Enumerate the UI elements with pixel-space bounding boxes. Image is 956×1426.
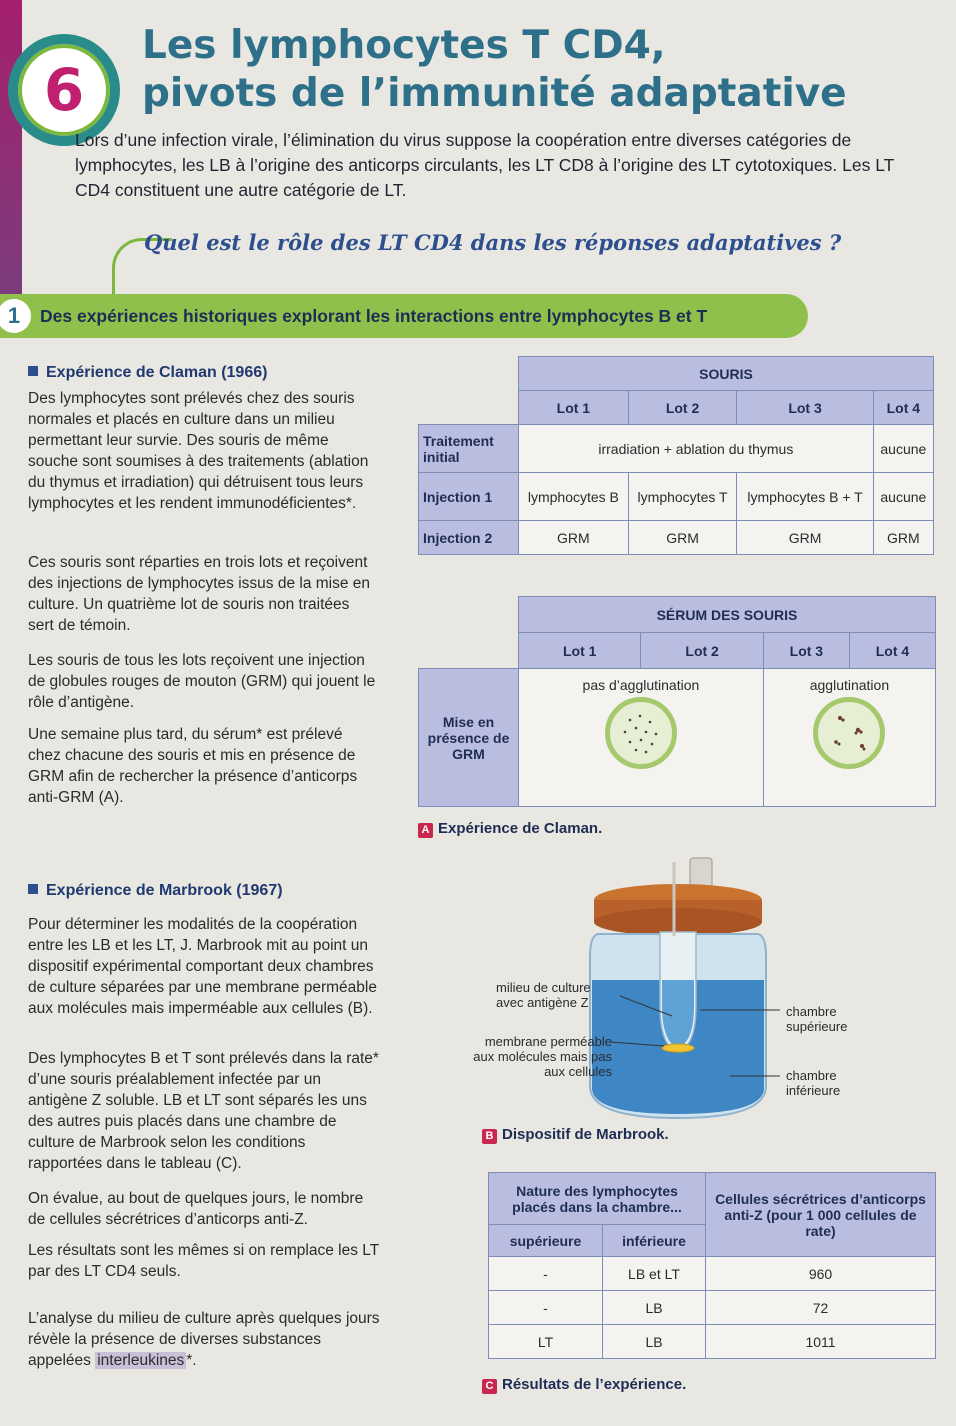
lot-header: Lot 3 [763, 633, 849, 669]
table-cell-sup: - [489, 1257, 603, 1291]
marbrook-results-table [488, 1172, 936, 1359]
claman-treatment-table [418, 356, 934, 555]
figure-c-caption-text: Résultats de l’expérience. [502, 1376, 687, 1393]
marbrook-paragraph-3: On évalue, au bout de quelques jours, le nombre de cellules sécrétrices d’anticorps anti-Z. [28, 1190, 364, 1228]
lot-header: Lot 1 [519, 391, 629, 425]
claman-paragraph-4: Une semaine plus tard, du sérum* est prélevé chez chacune des souris et mis en présence de GRM afin de rechercher la présence d’anticorps anti-GRM (A). [28, 726, 358, 806]
claman-paragraph-1: Des lymphocytes sont prélevés chez des souris normales et placés en culture dans un milieu permettant leur survie. Des souris de même souche sont soumises à des traitements (ablation du thymus et irradiation) qui détruisent tous leurs lymphocytes et les rendent immunodéficientes*. [28, 390, 369, 512]
lymphocyte-nature-header: Nature des lymphocytes placés dans la chambre... [489, 1173, 706, 1225]
lot-header: Lot 2 [641, 633, 763, 669]
row-injection2-label: Injection 2 [419, 521, 519, 555]
no-agglutination-cell [519, 669, 764, 807]
table-cell-sup: LT [489, 1325, 603, 1359]
injection2-cell: GRM [737, 521, 873, 555]
table-cell-inf: LB [603, 1325, 706, 1359]
label-milieu-culture: milieu de culture avec antigène Z [496, 980, 591, 1010]
agglutination-cell [763, 669, 935, 807]
injection1-cell: aucune [873, 473, 933, 521]
label-chambre-inferieure: chambre inférieure [786, 1068, 841, 1098]
label-chambre-superieure: chambre supérieure [786, 1004, 848, 1034]
claman-paragraph-2: Ces souris sont réparties en trois lots et reçoivent des injections de lymphocytes issus de la mise en culture. Un quatrième lot de souris non traitées sert de témoin. [28, 554, 371, 634]
table-cell-value: 960 [706, 1257, 936, 1291]
row-traitement-label: Traitement initial [419, 425, 519, 473]
label-membrane: membrane perméable aux molécules mais pas aux cellules [473, 1034, 612, 1079]
lot-header: Lot 1 [519, 633, 641, 669]
lot-header: Lot 4 [849, 633, 935, 669]
interleukin-text-after: *. [186, 1352, 197, 1369]
row-injection1-label: Injection 1 [419, 473, 519, 521]
dish-uniform-icon [605, 697, 677, 769]
injection2-cell: GRM [873, 521, 933, 555]
section-banner [0, 294, 808, 338]
sub-header-superieure: supérieure [489, 1225, 603, 1257]
question-text: Quel est le rôle des LT CD4 dans les réponses adaptatives ? [144, 230, 842, 255]
marbrook-paragraph-1: Pour déterminer les modalités de la coopération entre les LB et les LT, J. Marbrook mit au point un dispositif expérimental comportant deux chambres de culture séparées par une membrane perméable aux molécules mais imperméable aux cellules (B). [28, 916, 377, 1017]
chapter-number: 6 [43, 56, 85, 124]
interleukin-text-before: L’analyse du milieu de culture après quelques jours révèle la présence de diverses substances appelées [28, 1310, 380, 1369]
lot-header: Lot 2 [628, 391, 737, 425]
dish-clumped-icon [813, 697, 885, 769]
marbrook-paragraph-4: Les résultats sont les mêmes si on remplace les LT par des LT CD4 seuls. [28, 1242, 379, 1280]
lot-header: Lot 3 [737, 391, 873, 425]
lot-header: Lot 4 [873, 391, 933, 425]
marbrook-paragraph-2: Des lymphocytes B et T sont prélevés dans la rate* d’une souris préalablement infectée par un antigène Z soluble. LB et LT sont séparés les uns des autres puis placés dans une chambre de culture de Marbrook selon les conditions rapportées dans le tableau (C). [28, 1050, 379, 1172]
caption-letter-a: A [418, 823, 433, 838]
table-cell-inf: LB et LT [603, 1257, 706, 1291]
mise-en-presence-label: Mise en présence de GRM [419, 669, 519, 807]
traitement-lot4-cell: aucune [873, 425, 933, 473]
injection1-cell: lymphocytes B + T [737, 473, 873, 521]
injection1-cell: lymphocytes B [519, 473, 629, 521]
traitement-common-cell: irradiation + ablation du thymus [519, 425, 874, 473]
table-cell-value: 72 [706, 1291, 936, 1325]
table-cell-value: 1011 [706, 1325, 936, 1359]
serum-header: SÉRUM DES SOURIS [519, 597, 936, 633]
agglutination-text: agglutination [809, 677, 890, 693]
chapter-color-bar [0, 0, 22, 300]
marbrook-heading: Expérience de Marbrook (1967) [28, 882, 283, 900]
section-number: 1 [0, 296, 34, 336]
no-agglutination-text: pas d’agglutination [582, 677, 700, 693]
secreting-cells-header: Cellules sécrétrices d’anticorps anti-Z (pour 1 000 cellules de rate) [706, 1173, 936, 1257]
claman-heading: Expérience de Claman (1966) [28, 364, 267, 382]
injection2-cell: GRM [519, 521, 629, 555]
injection2-cell: GRM [628, 521, 737, 555]
table-cell-sup: - [489, 1291, 603, 1325]
figure-a-caption-text: Expérience de Claman. [438, 820, 603, 837]
claman-serum-table [418, 596, 936, 807]
claman-paragraph-3: Les souris de tous les lots reçoivent une injection de globules rouges de mouton (GRM) qui jouent le rôle d’antigène. [28, 652, 376, 711]
table-cell-inf: LB [603, 1291, 706, 1325]
caption-letter-b: B [482, 1129, 497, 1144]
chapter-title-line1: Les lymphocytes T CD4, [142, 23, 666, 68]
figure-c-caption [482, 1376, 686, 1394]
interleukin-term: interleukines [97, 1352, 185, 1369]
intro-paragraph: Lors d’une infection virale, l’élimination du virus suppose la coopération entre diverses catégories de lymphocytes, les LB à l’origine des anticorps circulants, les LT CD8 à l’origine des LT cytotoxiques. Les LT CD4 constituent une autre catégorie de LT. [75, 130, 895, 200]
section-title: Des expériences historiques explorant les interactions entre lymphocytes B et T [40, 305, 708, 326]
figure-a-caption [418, 820, 602, 838]
sub-header-inferieure: inférieure [603, 1225, 706, 1257]
figure-b-caption [482, 1126, 669, 1144]
marbrook-paragraph-5 [28, 1308, 380, 1371]
souris-header: SOURIS [519, 357, 934, 391]
chapter-title-line2: pivots de l’immunité adaptative [142, 71, 847, 116]
caption-letter-c: C [482, 1379, 497, 1394]
chapter-title [142, 22, 942, 118]
figure-b-caption-text: Dispositif de Marbrook. [502, 1126, 669, 1143]
key-question [112, 230, 932, 300]
injection1-cell: lymphocytes T [628, 473, 737, 521]
